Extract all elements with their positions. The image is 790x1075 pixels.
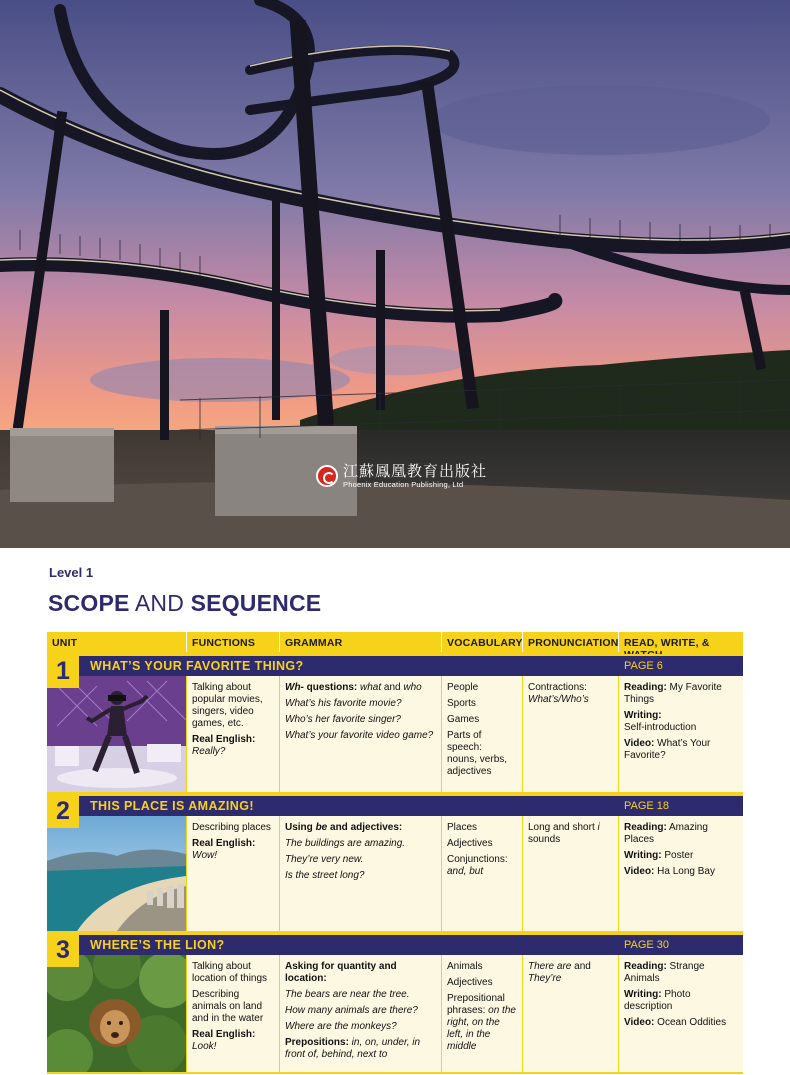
prepositions-text: in, on, under, in front of, behind, next to <box>285 1037 421 1060</box>
grammar-example: How many animals are there? <box>285 1005 418 1016</box>
real-english-text: Wow! <box>192 850 217 861</box>
vocab-prep-label: Prepositional phrases: <box>447 993 505 1016</box>
col-pronunciation: PRONUNCIATION <box>522 632 618 652</box>
scope-sequence-table <box>47 632 743 1074</box>
grammar-example: The buildings are amazing. <box>285 838 406 849</box>
unit-thumbnail <box>47 816 186 931</box>
unit-title-bar <box>47 794 743 816</box>
col-vocabulary: VOCABULARY <box>441 632 522 652</box>
pron-text: There are and They’re <box>528 961 591 984</box>
unit-title: WHAT’S YOUR FAVORITE THING? <box>90 659 304 673</box>
unit-thumbnail <box>47 676 186 792</box>
page-title <box>48 590 321 617</box>
video-label: Video: <box>624 1017 655 1028</box>
vocab-conj-label: Conjunctions: <box>447 854 508 865</box>
rww-cell <box>618 816 743 931</box>
prepositions-label: Prepositions: <box>285 1037 349 1048</box>
reading-text: Amazing Places <box>624 822 708 845</box>
unit-row <box>47 654 743 794</box>
unit-number: 2 <box>47 794 79 828</box>
unit-row <box>47 794 743 933</box>
publisher-name-cn: 江蘇鳳凰教育出版社 <box>343 462 488 480</box>
real-english-label: Real English: <box>192 838 256 849</box>
vocab-item: Sports <box>447 698 476 709</box>
title-sequence: SEQUENCE <box>190 590 322 616</box>
writing-label: Writing: <box>624 710 662 721</box>
vocabulary-cell <box>441 676 522 792</box>
rww-cell <box>618 955 743 1072</box>
unit-row <box>47 933 743 1074</box>
vocab-prep-text: on the right, on the left, in the middle <box>447 1005 516 1052</box>
writing-text: Poster <box>661 850 694 861</box>
pronunciation-cell <box>522 676 618 792</box>
grammar-heading: Asking for quantity and location: <box>285 961 397 984</box>
unit-title: THIS PLACE IS AMAZING! <box>90 799 254 813</box>
col-grammar: GRAMMAR <box>279 632 441 652</box>
vocab-item: Places <box>447 822 478 833</box>
lion-image <box>47 955 186 1072</box>
grammar-heading: Wh- questions: what and who <box>285 682 422 693</box>
beach-city-image <box>47 816 186 931</box>
publisher-watermark <box>316 464 487 489</box>
pronunciation-cell <box>522 816 618 931</box>
video-label: Video: <box>624 866 655 877</box>
vocab-pos-label: Parts of speech: <box>447 730 483 753</box>
video-text: What’s Your Favorite? <box>624 738 711 761</box>
video-text: Ha Long Bay <box>654 866 715 877</box>
table-header <box>47 632 743 654</box>
writing-text: Photo description <box>624 989 691 1012</box>
writing-label: Writing: <box>624 989 662 1000</box>
vocabulary-cell <box>441 816 522 931</box>
unit-title-bar <box>47 654 743 676</box>
vocab-conj-text: and, but <box>447 866 484 877</box>
reading-label: Reading: <box>624 961 667 972</box>
unit-title-bar <box>47 933 743 955</box>
grammar-example: Who’s her favorite singer? <box>285 714 401 725</box>
pron-label: Contractions: <box>528 682 587 693</box>
grammar-example: What’s his favorite movie? <box>285 698 402 709</box>
publisher-name-en: Phoenix Education Publishing, Ltd <box>343 480 464 489</box>
real-english-label: Real English: <box>192 1029 256 1040</box>
vocab-item: Adjectives <box>447 977 493 988</box>
functions-text: Describing animals on land and in the water <box>192 989 264 1024</box>
unit-number: 3 <box>47 933 79 967</box>
level-label: Level 1 <box>49 565 94 580</box>
pron-text: Long and short i sounds <box>528 822 600 845</box>
vocab-item: Adjectives <box>447 838 493 849</box>
functions-text: Describing places <box>192 822 271 833</box>
grammar-cell <box>279 676 441 792</box>
vocab-pos-text: nouns, verbs, adjectives <box>447 754 508 777</box>
reading-text: My Favorite Things <box>624 682 722 705</box>
real-english-text: Look! <box>192 1041 217 1052</box>
grammar-cell <box>279 816 441 931</box>
vr-player-image <box>47 676 186 792</box>
grammar-example: What’s your favorite video game? <box>285 730 434 741</box>
publisher-logo-icon <box>316 465 338 487</box>
pronunciation-cell <box>522 955 618 1072</box>
functions-text: Talking about popular movies, singers, video games, etc. <box>192 682 263 729</box>
reading-text: Strange Animals <box>624 961 705 984</box>
unit-page: PAGE 6 <box>624 660 663 672</box>
functions-cell <box>186 676 279 792</box>
unit-page: PAGE 18 <box>624 800 670 812</box>
grammar-example: Is the street long? <box>285 870 365 881</box>
functions-cell <box>186 816 279 931</box>
video-label: Video: <box>624 738 655 749</box>
unit-thumbnail <box>47 955 186 1072</box>
col-unit: UNIT <box>52 637 78 649</box>
title-scope: SCOPE <box>48 590 130 616</box>
col-read-write-watch: READ, WRITE, & <box>618 632 743 652</box>
vocab-item: Animals <box>447 961 483 972</box>
unit-page: PAGE 30 <box>624 939 670 951</box>
real-english-label: Real English: <box>192 734 256 745</box>
grammar-example: The bears are near the tree. <box>285 989 410 1000</box>
writing-label: Writing: <box>624 850 662 861</box>
grammar-example: Where are the monkeys? <box>285 1021 397 1032</box>
col-functions: FUNCTIONS <box>186 632 279 652</box>
grammar-example: They’re very new. <box>285 854 364 865</box>
unit-title: WHERE’S THE LION? <box>90 938 225 952</box>
real-english-text: Really? <box>192 746 226 757</box>
video-text: Ocean Oddities <box>654 1017 727 1028</box>
functions-text: Talking about location of things <box>192 961 268 984</box>
vocabulary-cell <box>441 955 522 1072</box>
functions-cell <box>186 955 279 1072</box>
vocab-item: Games <box>447 714 480 725</box>
pron-text: What’s/Who’s <box>528 694 589 705</box>
writing-text: Self-introduction <box>624 722 697 733</box>
reading-label: Reading: <box>624 682 667 693</box>
vocab-item: People <box>447 682 479 693</box>
unit-number: 1 <box>47 654 79 688</box>
title-and: AND <box>134 590 185 616</box>
grammar-heading: Using be and adjectives: <box>285 822 403 833</box>
grammar-cell <box>279 955 441 1072</box>
rww-cell <box>618 676 743 792</box>
reading-label: Reading: <box>624 822 667 833</box>
